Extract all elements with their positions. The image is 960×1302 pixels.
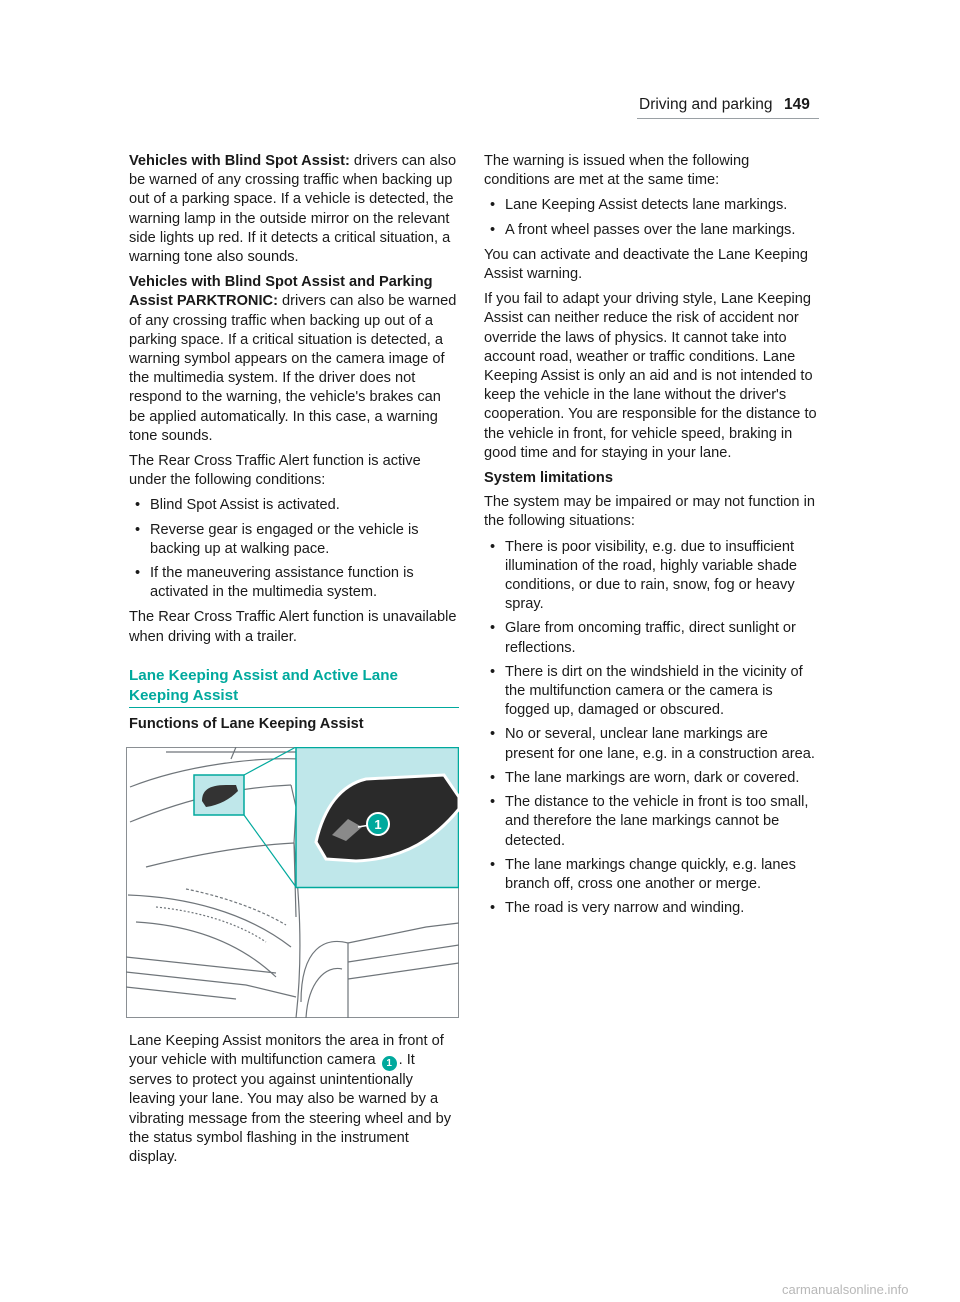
limitations-list — [484, 538, 819, 919]
list-item: • There is poor visibility, e.g. due to insufficient illumination of the road, highly variable shade conditions, or due to rain, snow, fog or heavy spray. — [484, 538, 819, 615]
list-item: • The distance to the vehicle in front is too small, and therefore the lane markings cannot be detected. — [484, 793, 819, 851]
left-column — [129, 152, 459, 653]
callout-number: 1 — [374, 817, 382, 832]
caption-text: . It serves to protect you against unintentionally leaving your lane. You may also be warned by a vibrating message from the steering wheel and by the status symbol flashing in the instrument display. — [129, 1052, 452, 1166]
list-item: • There is dirt on the windshield in the vicinity of the multifunction camera or the camera is fogged up, damaged or obscured. — [484, 663, 819, 721]
list-item: • The lane markings change quickly, e.g. lanes branch off, cross one another or merge. — [484, 856, 819, 894]
conditions-list — [129, 496, 459, 602]
run-in-heading: Vehicles with Blind Spot Assist and Parking Assist PARKTRONIC: — [129, 274, 433, 310]
sub-heading: Functions of Lane Keeping Assist — [129, 716, 364, 732]
list-item: • No or several, unclear lane markings are present for one lane, e.g. in a construction area. — [484, 725, 819, 763]
paragraph-unavailable: The Rear Cross Traffic Alert function is unavailable when driving with a trailer. — [129, 609, 457, 645]
vehicle-camera-illustration — [126, 747, 459, 1018]
warning-conditions-list — [484, 196, 819, 239]
run-in-heading: Vehicles with Blind Spot Assist: — [129, 153, 350, 169]
list-item: • If the maneuvering assistance function is activated in the multimedia system. — [129, 564, 459, 602]
list-item: • Reverse gear is engaged or the vehicle is backing up at walking pace. — [129, 521, 459, 559]
list-item: • Glare from oncoming traffic, direct sunlight or reflections. — [484, 619, 819, 657]
figure-caption — [129, 1032, 459, 1167]
running-header — [637, 94, 819, 118]
paragraph-parktronic — [129, 273, 459, 446]
paragraph-conditions-intro: The Rear Cross Traffic Alert function is active under the following conditions: — [129, 453, 421, 489]
section-rule — [129, 707, 459, 708]
caption-text: Lane Keeping Assist monitors the area in front of your vehicle with multifunction camera — [129, 1033, 444, 1069]
paragraph-warning-conditions: The warning is issued when the following conditions are met at the same time: — [484, 153, 750, 189]
paragraph-text: drivers can also be warned of any crossing traffic when backing up out of a parking space. If a critical situation is detected, a warning symbol appears on the camera image of the multimedia system. If the driver does not respond to the warning, the vehicle's brakes can be applied automatically. In this case, a warning tone sounds. — [129, 293, 457, 444]
section-heading: Lane Keeping Assist and Active Lane Keeping Assist — [129, 667, 398, 704]
paragraph-blind-spot — [129, 152, 459, 267]
system-limitations-heading: System limitations — [484, 470, 613, 487]
list-item: • The road is very narrow and winding. — [484, 899, 819, 918]
list-item: • Blind Spot Assist is activated. — [129, 496, 459, 515]
list-item: • A front wheel passes over the lane markings. — [484, 221, 819, 240]
callout-badge: 1 — [382, 1056, 397, 1071]
paragraph-activate: You can activate and deactivate the Lane Keeping Assist warning. — [484, 246, 809, 283]
watermark: carmanualsonline.info — [782, 1282, 909, 1297]
header-section-title: Driving and parking — [639, 96, 773, 113]
paragraph-limitations-intro: The system may be impaired or may not function in the following situations: — [484, 494, 815, 530]
paragraph-text: drivers can also be warned of any crossing traffic when backing up out of a parking space. If a vehicle is detected, the warning lamp in the outside mirror on the relevant side lights up red. If it detects a critical situation, a warning tone also sounds. — [129, 153, 457, 266]
list-item: • Lane Keeping Assist detects lane markings. — [484, 196, 819, 215]
header-rule — [637, 118, 819, 119]
paragraph-responsibility: If you fail to adapt your driving style, Lane Keeping Assist can neither reduce the risk of accident nor override the laws of physics. It cannot take into account road, weather or traffic conditions. Lane Keeping Assist is only an aid and is not intended to keep the vehicle in the lane without the driver's cooperation. You are responsible for the distance to the vehicle in front, for vehicle speed, braking in good time and for staying in your lane. — [484, 291, 817, 461]
page-number: 149 — [784, 96, 810, 113]
camera-figure — [126, 747, 459, 1018]
list-item: • The lane markings are worn, dark or covered. — [484, 769, 819, 788]
right-column — [484, 152, 819, 924]
